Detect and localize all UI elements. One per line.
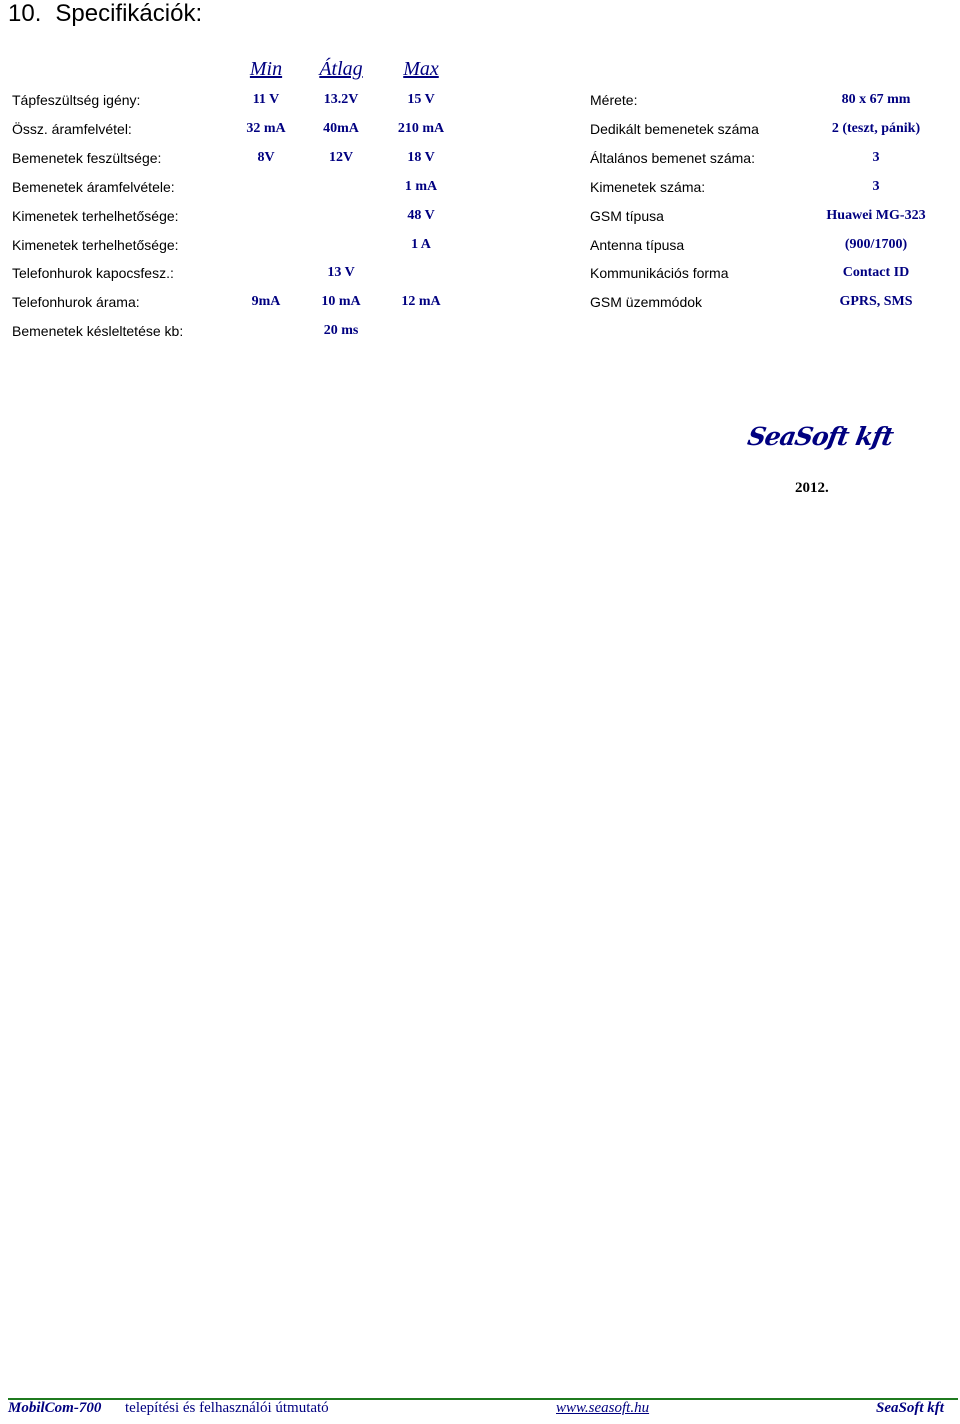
spec-avg: 13 V	[327, 265, 355, 280]
footer-description: telepítési és felhasználói útmutató	[125, 1400, 329, 1416]
spec-right-label: Általános bemenet száma:	[590, 150, 755, 166]
spec-right-label: Kommunikációs forma	[590, 265, 729, 281]
spec-max: 15 V	[407, 92, 435, 107]
spec-right-label: Mérete:	[590, 92, 638, 108]
spec-max: 18 V	[407, 150, 435, 165]
spec-label: Bemenetek feszültsége:	[12, 150, 162, 166]
spec-right-label: Antenna típusa	[590, 237, 685, 253]
signature-year: 2012.	[795, 480, 829, 496]
spec-right-value: Huawei MG-323	[826, 208, 926, 223]
footer-website-link[interactable]: www.seasoft.hu	[556, 1400, 650, 1416]
column-header-avg: Átlag	[319, 58, 363, 80]
spec-label: Telefonhurok kapocsfesz.:	[12, 265, 174, 281]
spec-label: Telefonhurok árama:	[12, 294, 140, 310]
spec-avg: 13.2V	[323, 92, 359, 107]
spec-right-label: GSM típusa	[590, 208, 664, 224]
section-number: 10.	[8, 0, 42, 27]
spec-min: 32 mA	[246, 121, 286, 136]
spec-max: 12 mA	[401, 294, 441, 309]
spec-max: 210 mA	[397, 121, 445, 136]
spec-right-value: (900/1700)	[844, 237, 908, 252]
spec-min: 8V	[257, 150, 275, 165]
column-header-max: Max	[403, 58, 439, 80]
spec-label: Bemenetek késleltetése kb:	[12, 323, 184, 339]
spec-avg: 20 ms	[323, 323, 359, 338]
spec-right-value: 3	[872, 150, 880, 165]
spec-right-value: 3	[872, 179, 880, 194]
spec-label: Kimenetek terhelhetősége:	[12, 208, 179, 224]
spec-avg: 10 mA	[321, 294, 361, 309]
footer-product: MobilCom-700	[8, 1400, 102, 1416]
spec-label: Kimenetek terhelhetősége:	[12, 237, 179, 253]
spec-right-value: Contact ID	[842, 265, 910, 280]
spec-right-label: GSM üzemmódok	[590, 294, 703, 310]
spec-label: Bemenetek áramfelvétele:	[12, 179, 175, 195]
spec-min: 9mA	[251, 294, 281, 309]
spec-max: 1 mA	[404, 179, 438, 194]
spec-right-value: GPRS, SMS	[839, 294, 913, 309]
spec-label: Tápfeszültség igény:	[12, 92, 141, 108]
section-title: Specifikációk:	[55, 0, 203, 27]
spec-min: 11 V	[252, 92, 280, 107]
column-header-min: Min	[249, 58, 283, 80]
spec-max: 48 V	[407, 208, 435, 223]
spec-right-value: 2 (teszt, pánik)	[831, 121, 921, 136]
spec-right-label: Dedikált bemenetek száma	[590, 121, 759, 137]
spec-right-value: 80 x 67 mm	[841, 92, 911, 107]
spec-avg: 40mA	[323, 121, 359, 136]
spec-avg: 12V	[328, 150, 354, 165]
footer-company: SeaSoft kft	[876, 1400, 944, 1416]
page-title	[8, 0, 202, 28]
company-signature-logo: SeaSoft kft	[745, 422, 896, 451]
spec-max: 1 A	[411, 237, 431, 252]
spec-right-label: Kimenetek száma:	[590, 179, 706, 195]
spec-label: Össz. áramfelvétel:	[12, 121, 132, 137]
